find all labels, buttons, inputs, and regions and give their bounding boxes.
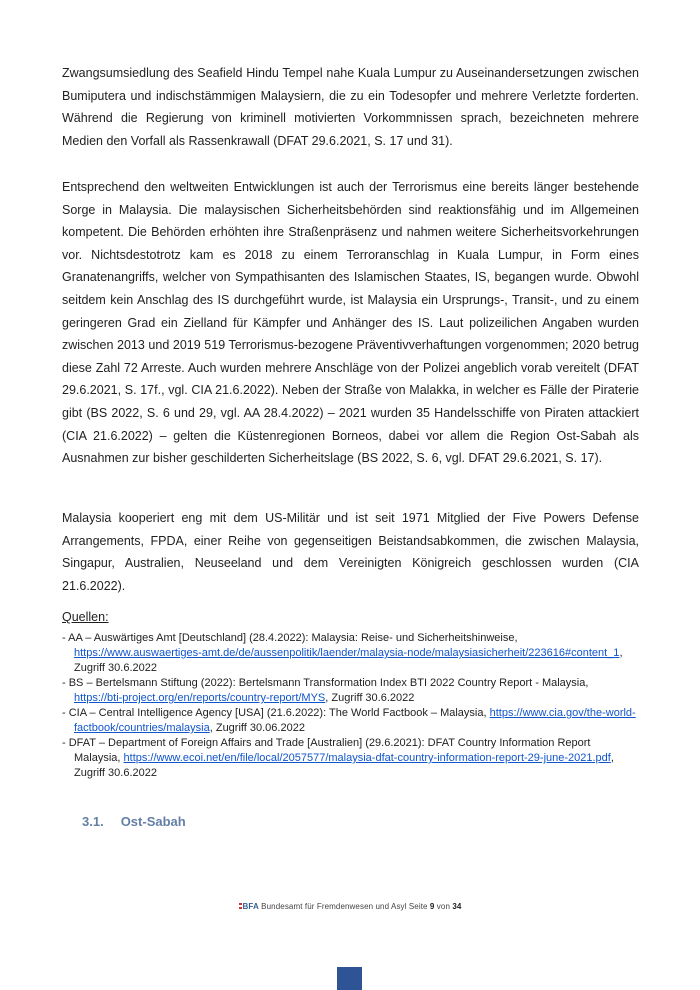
sources-label: Quellen: (62, 610, 109, 624)
body-paragraph-1: Zwangsumsiedlung des Seafield Hindu Tempel nahe Kuala Lumpur zu Auseinandersetzungen zwischen Bumiputera und indischstämmigen Malaysiern, die zu ein Todesopfer und mehrere Verletzte forderten. Während die Regierung von kriminell motivierten Vorkommnissen sprach, bezeichneten mehrere Medien den Vorfall als Rassenkrawall (DFAT 29.6.2021, S. 17 und 31). (62, 66, 639, 148)
section-heading (82, 814, 186, 829)
footer-page-word: Seite (408, 902, 430, 911)
source-link[interactable]: https://www.ecoi.net/en/file/local/2057577/malaysia-dfat-country-information-report-29-june-2021.pdf (123, 752, 611, 764)
page-footer (0, 902, 700, 911)
body-paragraph-2: Entsprechend den weltweiten Entwicklungen ist auch der Terrorismus eine bereits länger bestehende Sorge in Malaysia. Die malaysischen Sicherheitsbehörden sind reaktionsfähig und im Allgemeinen kompetent. Die Behörden erhöhten ihre Straßenpräsenz und nahmen weitere Sicherheitsvorkehrungen vor. Nichtsdestotrotz kam es 2018 zu einem Terroranschlag in Kuala Lumpur, in Form eines Granatenangriffs, welcher von Sympathisanten des Islamischen Staates, IS, begangen wurde. Obwohl seitdem kein Anschlag des IS durchgeführt wurde, ist Malaysia ein Ursprungs-, Transit-, und zu einem geringeren Grad ein Zielland für Kämpfer und Anhänger des IS. Laut polizeilichen Angaben wurden zwischen 2013 und 2019 519 Terrorismus-bezogene Präventivverhaftungen vorgenommen; 2020 betrug diese Zahl 72 Arreste. Auch wurden mehrere Anschläge von der Polizei angeblich vorab vereitelt (DFAT 29.6.2021, S. 17f., vgl. CIA 21.6.2022). Neben der Straße von Malakka, in welcher es Fälle der Piraterie gibt (BS 2022, S. 6 und 29, vgl. AA 28.4.2022) – 2021 wurden 35 Handelsschiffe von Piraten attackiert (CIA 21.6.2022) – gelten die Küstenregionen Borneos, dabei vor allem die Region Ost-Sabah als Ausnahmen zur bisher geschilderten Sicherheitslage (BS 2022, S. 6, vgl. DFAT 29.6.2021, S. 17). (62, 180, 639, 466)
footer-org-text: Bundesamt für Fremdenwesen und Asyl (258, 902, 409, 911)
section-number: 3.1. (82, 814, 104, 829)
source-text: , Zugriff 30.6.2022 (74, 647, 623, 674)
source-text: - CIA – Central Intelligence Agency [USA] (21.6.2022): The World Factbook – Malaysia, (62, 707, 490, 719)
bfa-logo-text: BFA (242, 902, 259, 911)
sources-list (62, 631, 639, 781)
source-link[interactable]: https://bti-project.org/en/reports/country-report/MYS (74, 692, 326, 704)
section-title: Ost-Sabah (120, 814, 186, 829)
source-text: - AA – Auswärtiges Amt [Deutschland] (28.4.2022): Malaysia: Reise- und Sicherheitshinweise, (62, 632, 518, 644)
body-paragraph-3: Malaysia kooperiert eng mit dem US-Militär und ist seit 1971 Mitglied der Five Powers Defense Arrangements, FPDA, einer Reihe von gegenseitigen Beistandsabkommen, die zwischen Malaysia, Singapur, Australien, Neuseeland und dem Vereinigten Königreich geschlossen wurden (CIA 21.6.2022). (62, 511, 639, 593)
source-link[interactable]: https://www.cia.gov/the-world-factbook/countries/malaysia (74, 707, 636, 734)
source-item (62, 631, 639, 676)
source-item (62, 676, 639, 706)
footer-of-word: von (434, 902, 453, 911)
footer-page-total: 34 (452, 902, 462, 911)
source-text: - BS – Bertelsmann Stiftung (2022): Bertelsmann Transformation Index BTI 2022 Country Report - Malaysia, (62, 677, 589, 689)
source-item (62, 736, 639, 781)
bottom-blue-box (337, 967, 362, 990)
source-text: , Zugriff 30.6.2022 (74, 752, 614, 779)
bfa-flag-icon (239, 903, 242, 909)
source-item (62, 706, 639, 736)
footer-page-number: 9 (429, 902, 435, 911)
source-link[interactable]: https://www.auswaertiges-amt.de/de/aussenpolitik/laender/malaysia-node/malaysiasicherheit/223616#content_1 (74, 647, 620, 659)
source-text: , Zugriff 30.6.2022 (325, 692, 415, 704)
source-text: - DFAT – Department of Foreign Affairs and Trade [Australien] (29.6.2021): DFAT Country Information Report Malaysia, (62, 737, 591, 764)
source-text: , Zugriff 30.06.2022 (209, 722, 305, 734)
